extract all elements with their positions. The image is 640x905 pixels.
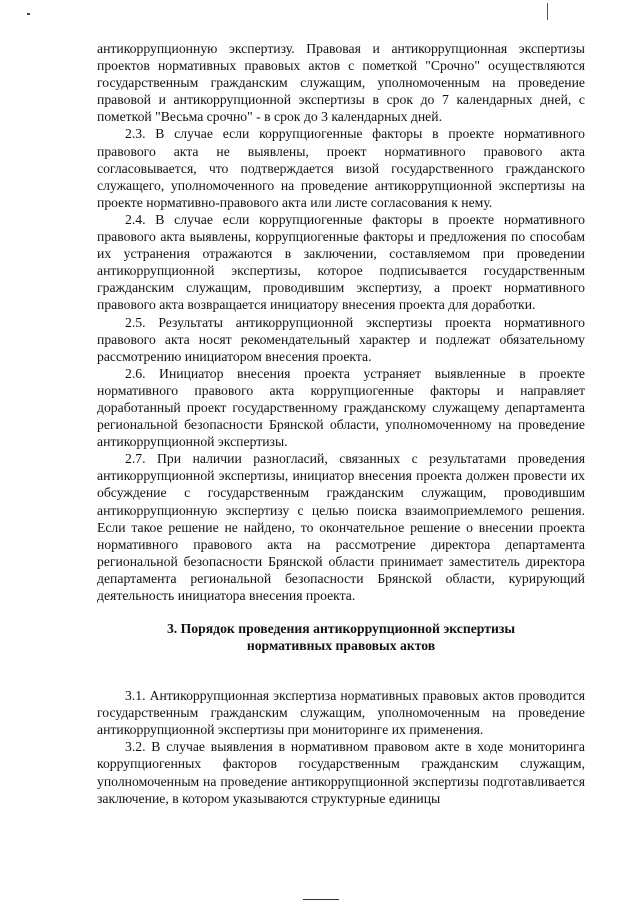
scan-artifact-line xyxy=(547,3,548,20)
section-heading xyxy=(97,621,585,654)
paragraphs-after xyxy=(97,687,585,807)
document-body xyxy=(97,40,585,807)
paragraph: 2.6. Инициатор внесения проекта устраняет выявленные в проекте нормативного правового акта коррупциогенные факторы и направляет доработанный проект государственному гражданскому служащему департамента региональной безопасности Брянской области, уполномоченному на проведение антикоррупционной экспертизы. xyxy=(97,365,585,450)
scan-artifact-dot xyxy=(27,13,30,15)
paragraph: 2.3. В случае если коррупциогенные факторы в проекте нормативного правового акта не выявлены, проект нормативного правового акта согласовывается, что подтверждается визой государственного гражданского служащего, уполномоченного на проведение антикоррупционной экспертизы на проекте нормативно-правового акта или листе согласования к нему. xyxy=(97,126,585,210)
paragraph: 3.2. В случае выявления в нормативном правовом акте в ходе мониторинга коррупциогенных факторов государственным гражданским служащим, уполномоченным на проведение антикоррупционной экспертизы подготавливается заключение, в котором указываются структурные единицы xyxy=(97,739,585,806)
paragraphs-before xyxy=(97,40,585,604)
paragraph: 2.4. В случае если коррупциогенные факторы в проекте нормативного правового акта выявлены, коррупциогенные факторы и предложения по способам их устранения отражаются в заключении, составляемом при проведении антикоррупционной экспертизы, которое подписывается государственным гражданским служащим, проводившим экспертизу, а проект нормативного правового акта возвращается инициатору внесения проекта для доработки. xyxy=(97,211,585,313)
paragraph: 2.5. Результаты антикоррупционной экспертизы проекта нормативного правового акта носят рекомендательный характер и подлежат обязательному рассмотрению инициатором внесения проекта. xyxy=(97,314,585,364)
paragraph: антикоррупционную экспертизу. Правовая и антикоррупционная экспертизы проектов нормативных правовых актов с пометкой "Срочно" осуществляются государственным гражданским служащим, уполномоченным на проведение правовой и антикоррупционной экспертизы в срок до 7 календарных дней, с пометкой "Весьма срочно" - в срок до 3 календарных дней. xyxy=(97,41,585,125)
paragraph: 3.1. Антикоррупционная экспертиза нормативных правовых актов проводится государственным гражданским служащим, уполномоченным на проведение антикоррупционной экспертизы при мониторинге их применения. xyxy=(97,688,585,738)
section-heading-line-1: 3. Порядок проведения антикоррупционной экспертизы xyxy=(166,621,516,637)
page-footer-line xyxy=(303,899,339,900)
section-heading-line-2: нормативных правовых актов xyxy=(246,637,436,653)
paragraph: 2.7. При наличии разногласий, связанных с результатами проведения антикоррупционной экспертизы, инициатор внесения проекта должен провести их обсуждение с государственным гражданским служащим, проводившим антикоррупционную экспертизу с целью поиска взаимоприемлемого решения. Если такое решение не найдено, то окончательное решение о внесении проекта нормативного правового акта на рассмотрение директора департамента региональной безопасности Брянской области принимает заместитель директора департамента региональной безопасности Брянской области, курирующий деятельность инициатора внесения проекта. xyxy=(97,451,585,603)
